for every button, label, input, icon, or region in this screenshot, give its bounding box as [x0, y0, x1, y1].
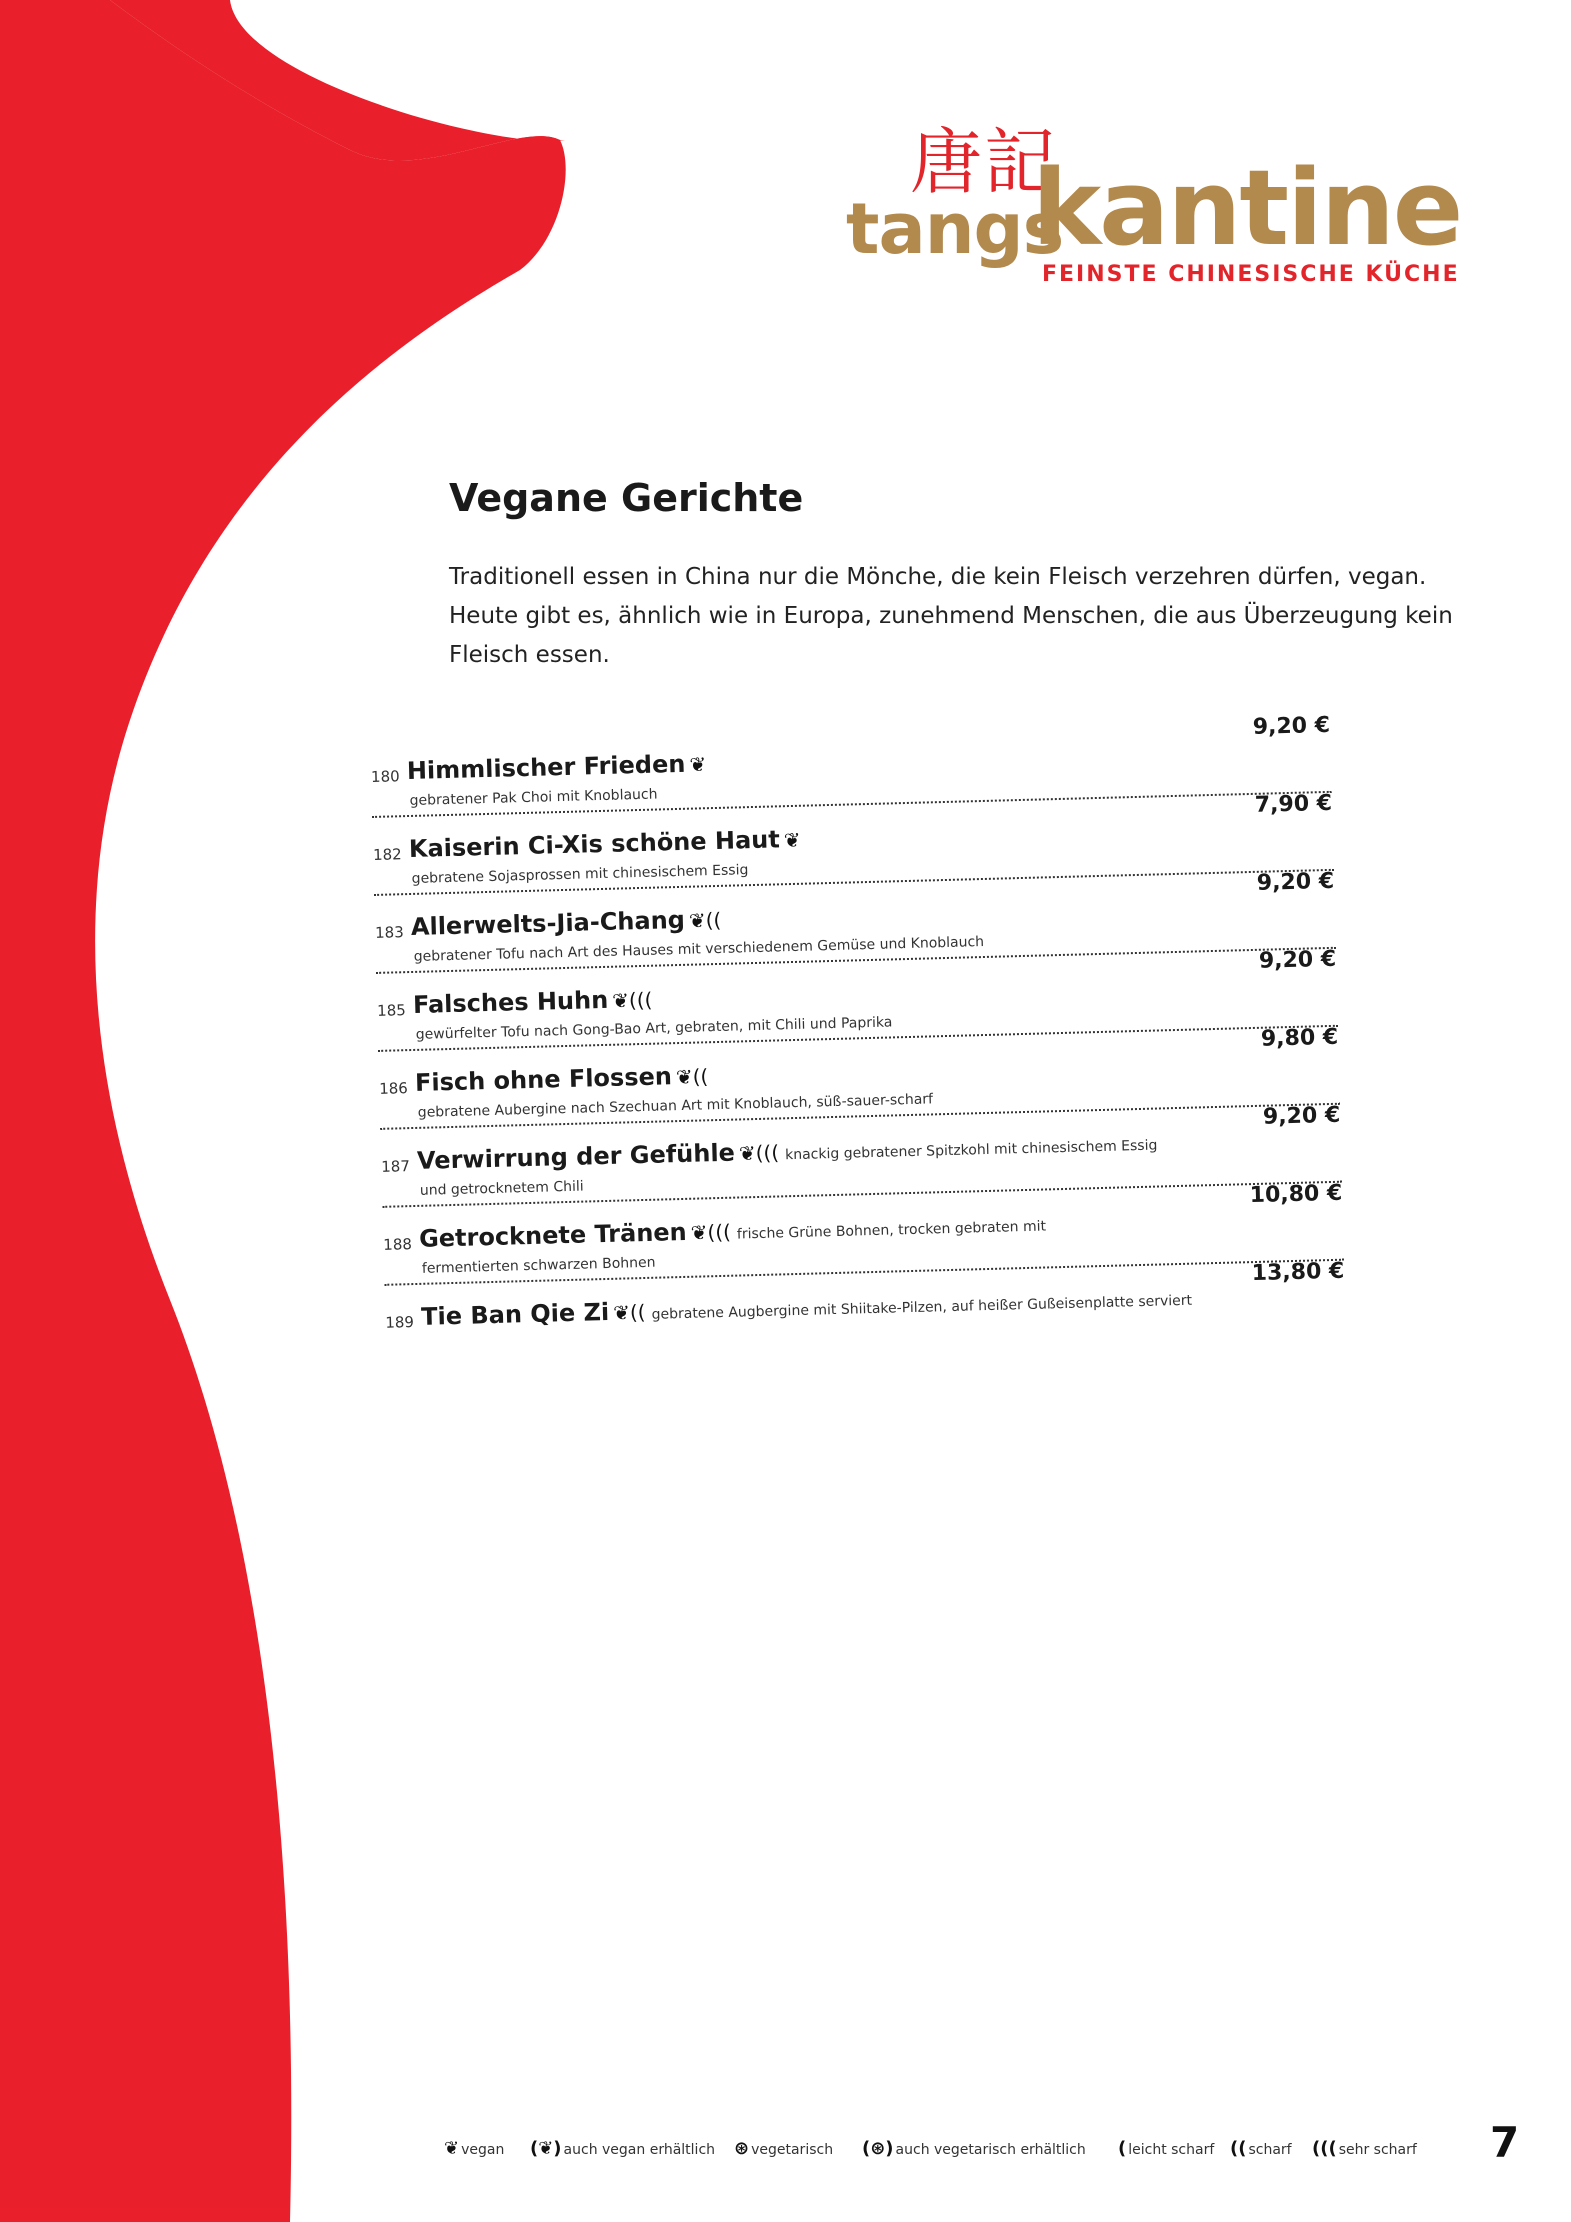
legend-label: auch vegan erhältlich [563, 2142, 716, 2158]
vegan-spicy-icon: ❦(( [675, 1064, 709, 1090]
brand-logo [846, 120, 1526, 296]
dish-number: 187 [380, 1157, 411, 1176]
vegan-leaf-icon: ❦ [689, 752, 707, 777]
dish-price: 9,20 € [1256, 868, 1335, 896]
legend-item [1118, 2138, 1214, 2159]
vegan-optional-icon: (❦) [530, 2138, 562, 2159]
dish-name: Falsches Huhn [412, 985, 609, 1019]
dish-price: 9,20 € [1258, 946, 1337, 974]
dish-name: Fisch ohne Flossen [414, 1062, 673, 1097]
dish-description: gebratene Sojasprossen mit chinesischem Essig [411, 862, 749, 887]
dish-list [370, 713, 1346, 1358]
dish-name: Tie Ban Qie Zi [420, 1297, 610, 1331]
dish-number: 188 [383, 1235, 413, 1254]
dish-number: 183 [374, 923, 404, 942]
dish-price: 9,20 € [1252, 712, 1331, 740]
dish-description: gewürfelter Tofu nach Gong-Bao Art, gebraten, mit Chili und Paprika [415, 1014, 893, 1043]
dish-name: Himmlischer Frieden [406, 749, 686, 786]
dish-price: 9,80 € [1260, 1024, 1339, 1052]
dish-name: Kaiserin Ci-Xis schöne Haut [408, 825, 781, 864]
dish-description-inline: gebratene Augbergine mit Shiitake-Pilzen, auf heißer Gußeisenplatte serviert [651, 1292, 1193, 1323]
legend-label: auch vegetarisch erhältlich [895, 2142, 1086, 2158]
vegan-spicy-icon: ❦(( [688, 907, 722, 933]
logo-tagline: FEINSTE CHINESISCHE KÜCHE [1042, 262, 1460, 287]
legend-item [444, 2138, 504, 2159]
dish-description: fermentierten schwarzen Bohnen [421, 1254, 656, 1277]
dish-price: 9,20 € [1262, 1102, 1341, 1130]
legend-label: vegan [461, 2142, 505, 2158]
spicy-icon: (( [1230, 2138, 1247, 2159]
dish-number: 182 [372, 845, 402, 864]
dish-number: 189 [385, 1313, 415, 1332]
vegan-very-spicy-icon: ❦((( [690, 1219, 732, 1245]
logo-kantine: kantine [1032, 147, 1462, 269]
dish-description: und getrocknetem Chili [419, 1178, 584, 1199]
vegetarian-optional-icon: (⊛) [862, 2138, 894, 2159]
vegan-very-spicy-icon: ❦((( [738, 1140, 780, 1166]
legend-item [734, 2138, 833, 2159]
icon-legend [444, 2138, 1444, 2168]
logo-tangs: tangs [846, 188, 1064, 270]
vegetarian-icon: ⊛ [734, 2138, 750, 2159]
dish-number: 185 [376, 1001, 407, 1020]
logo-chinese-characters: 唐記 [910, 120, 1059, 204]
dish-number: 180 [370, 767, 400, 786]
vegan-leaf-icon: ❦ [783, 827, 801, 853]
dish-name: Verwirrung der Gefühle [416, 1138, 736, 1175]
legend-label: leicht scharf [1128, 2142, 1215, 2158]
legend-item [530, 2138, 715, 2159]
dish-description-inline: knackig gebratener Spitzkohl mit chinesischem Essig [784, 1137, 1158, 1164]
legend-item [1230, 2138, 1292, 2159]
dish-price: 10,80 € [1249, 1180, 1343, 1209]
legend-label: vegetarisch [751, 2142, 834, 2158]
dish-price: 13,80 € [1251, 1258, 1345, 1287]
vegan-spicy-icon: ❦(( [612, 1299, 646, 1325]
dish-description: gebratener Tofu nach Art des Hauses mit verschiedenem Gemüse und Knoblauch [413, 933, 985, 965]
dish-name: Allerwelts-Jia-Chang [410, 905, 686, 941]
dish-description-inline: frische Grüne Bohnen, trocken gebraten mit [736, 1218, 1047, 1243]
intro-text: Traditionell essen in China nur die Mönche, die kein Fleisch verzehren dürfen, vegan. Heute gibt es, ähnlich wie in Europa, zunehmend Menschen, die aus Überzeugung kein Fleisch essen. [449, 564, 1453, 668]
dish-description: gebratene Aubergine nach Szechuan Art mit Knoblauch, süß-sauer-scharf [417, 1091, 934, 1121]
mild-spicy-icon: ( [1118, 2138, 1127, 2159]
vegan-leaf-icon: ❦ [444, 2138, 460, 2159]
page-number: 7 [1490, 2118, 1520, 2167]
dish-name: Getrocknete Tränen [418, 1217, 688, 1253]
dish-price: 7,90 € [1254, 790, 1333, 818]
page-title: Vegane Gerichte [449, 476, 804, 520]
dish-description: gebratener Pak Choi mit Knoblauch [409, 786, 658, 809]
legend-label: scharf [1248, 2142, 1292, 2158]
legend-item [862, 2138, 1086, 2159]
very-spicy-icon: ((( [1312, 2138, 1337, 2159]
vegan-very-spicy-icon: ❦((( [611, 987, 653, 1013]
legend-label: sehr scharf [1338, 2142, 1417, 2158]
dish-number: 186 [378, 1079, 409, 1098]
legend-item [1312, 2138, 1417, 2159]
